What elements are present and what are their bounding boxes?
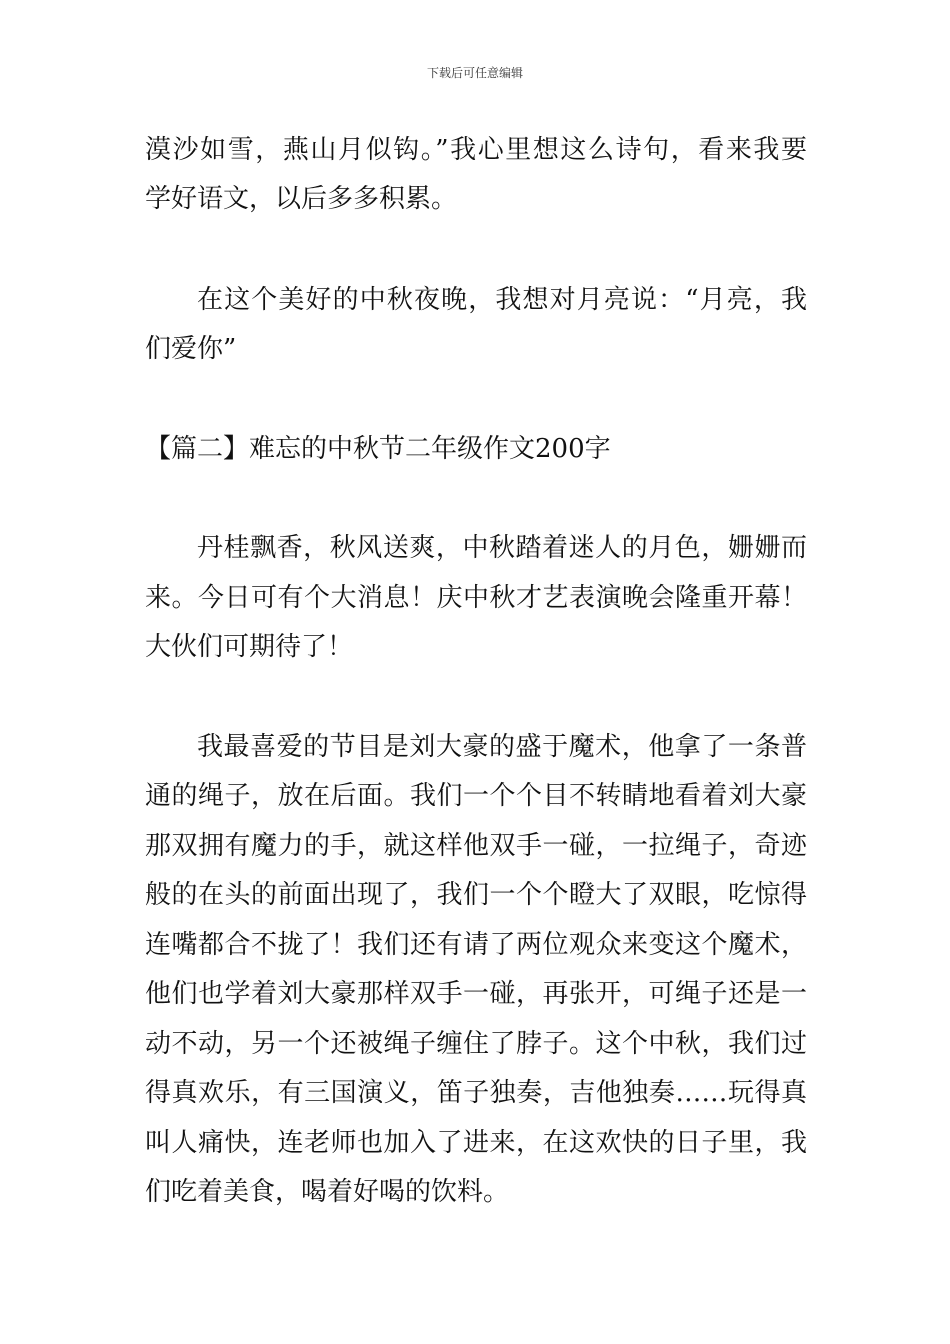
paragraph-line: 那双拥有魔力的手，就这样他双手一碰，一拉绳子，奇迹	[145, 831, 807, 861]
paragraph-line: 通的绳子，放在后面。我们一个个目不转睛地看着刘大豪	[145, 781, 807, 811]
page-header: 下载后可任意编辑	[426, 66, 523, 80]
section-heading: 【篇二】难忘的中秋节二年级作文200字	[145, 434, 611, 464]
paragraph-line: 般的在头的前面出现了，我们一个个瞪大了双眼，吃惊得	[145, 880, 807, 910]
paragraph-line: 叫人痛快，连老师也加入了进来，在这欢快的日子里，我	[145, 1128, 807, 1158]
paragraph-line: 漠沙如雪，燕山月似钩。”我心里想这么诗句，看来我要	[145, 135, 807, 165]
paragraph-line: 他们也学着刘大豪那样双手一碰，再张开，可绳子还是一	[145, 979, 807, 1009]
paragraph-line: 得真欢乐，有三国演义，笛子独奏，吉他独奏……玩得真	[145, 1078, 807, 1108]
paragraph-line: 们爱你”	[145, 334, 237, 364]
paragraph-line: 动不动，另一个还被绳子缠住了脖子。这个中秋，我们过	[145, 1029, 807, 1059]
paragraph-line: 在这个美好的中秋夜晚，我想对月亮说：“月亮，我	[197, 285, 807, 315]
paragraph-line: 我最喜爱的节目是刘大豪的盛于魔术，他拿了一条普	[197, 732, 807, 762]
paragraph-line: 们吃着美食，喝着好喝的饮料。	[145, 1177, 510, 1207]
paragraph-line: 来。今日可有个大消息！庆中秋才艺表演晚会隆重开幕！	[145, 583, 807, 613]
paragraph-line: 学好语文，以后多多积累。	[145, 184, 458, 214]
paragraph-line: 大伙们可期待了！	[145, 632, 354, 662]
paragraph-line: 连嘴都合不拢了！我们还有请了两位观众来变这个魔术，	[145, 930, 807, 960]
paragraph-line: 丹桂飘香，秋风送爽，中秋踏着迷人的月色，姗姗而	[197, 533, 807, 563]
